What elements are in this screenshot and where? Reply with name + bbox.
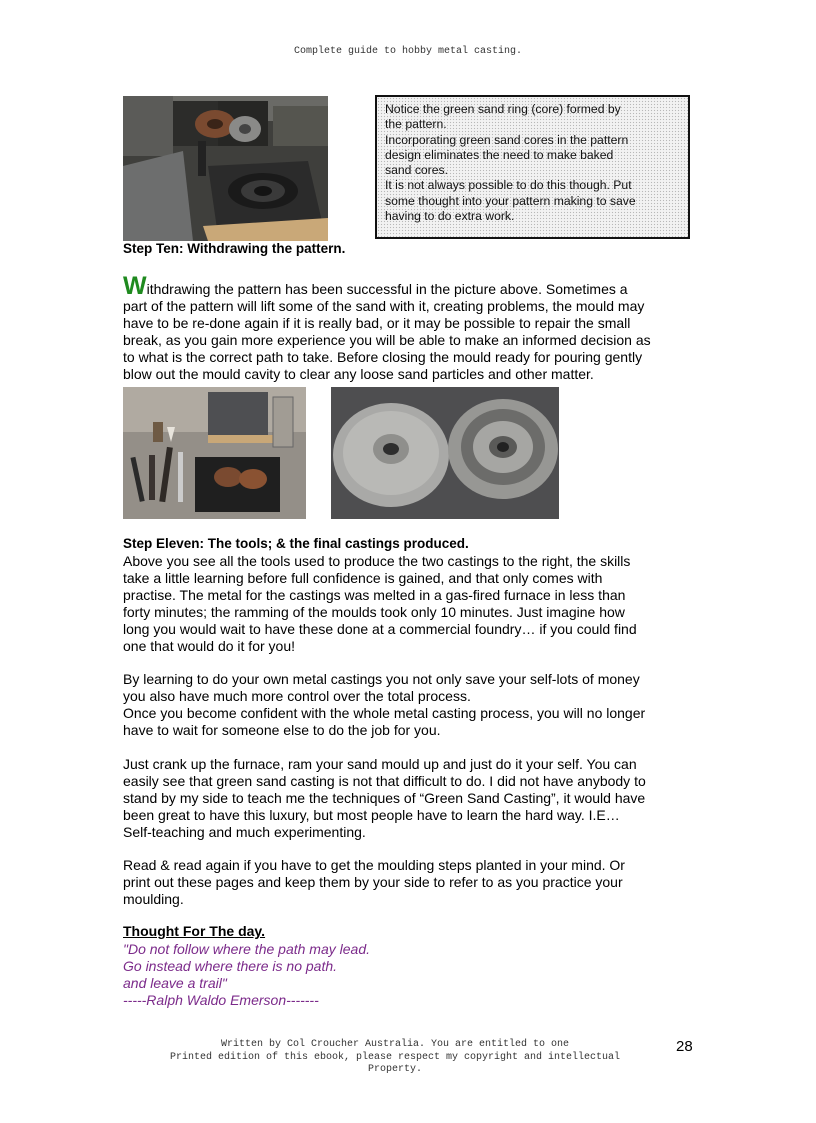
note-line: having to do extra work. (385, 209, 515, 224)
paragraph-line: have to be re-done again if it is really bad, or it may be possible to repair the small (123, 315, 631, 331)
note-line: design eliminates the need to make baked (385, 147, 614, 162)
paragraph-line: one that would do it for you! (123, 638, 295, 654)
footer-line: Printed edition of this ebook, please respect my copyright and intellectual (169, 1051, 621, 1063)
paragraph-line: been great to have this luxury, but most people have to learn the hard way. I.E… (123, 807, 620, 823)
paragraph-line: Just crank up the furnace, ram your sand mould up and just do it your self. You can (123, 756, 637, 772)
paragraph-line: to what is the correct path to take. Before closing the mould ready for pouring gently (123, 349, 643, 365)
note-line: It is not always possible to do this though. Put (385, 178, 632, 193)
footer-line: Property. (367, 1064, 422, 1075)
paragraph-line: Above you see all the tools used to produce the two castings to the right, the skills (123, 553, 631, 569)
paragraph-line: print out these pages and keep them by your side to refer to as you practice your (123, 874, 623, 890)
withdrawn-pattern-photo (123, 96, 328, 241)
paragraph-line: long you would wait to have these done at a commercial foundry… if you could find (123, 621, 637, 637)
note-line: Incorporating green sand cores in the pattern (385, 132, 629, 147)
quote-line: Go instead where there is no path. (123, 958, 338, 974)
quote-line: and leave a trail" (123, 975, 227, 991)
quote-line: -----Ralph Waldo Emerson------- (123, 992, 319, 1008)
paragraph-line: moulding. (123, 891, 184, 907)
paragraph-line: Once you become confident with the whole metal casting process, you will no longer (123, 705, 646, 721)
core-note-box (375, 95, 690, 239)
paragraph-line: have to wait for someone else to do the job for you. (123, 722, 441, 738)
thought-for-the-day-heading: Thought For The day. (123, 923, 266, 939)
paragraph-line: Self-teaching and much experimenting. (123, 824, 366, 840)
paragraph-line: practise. The metal for the castings was melted in a gas-fired furnace in less than (123, 587, 626, 603)
note-line: sand cores. (385, 163, 449, 178)
page-number: 28 (676, 1038, 693, 1055)
step-ten-heading: Step Ten: Withdrawing the pattern. (123, 241, 346, 256)
paragraph-line: take a little learning before full confidence is gained, and that only comes with (123, 570, 603, 586)
emerson-quote (123, 941, 370, 1009)
tools-photo (123, 387, 306, 519)
quote-line: "Do not follow where the path may lead. (123, 941, 370, 957)
paragraph-line: stand by my side to teach me the techniques of “Green Sand Casting”, it would have (123, 790, 646, 806)
paragraph-line: forty minutes; the ramming of the moulds took only 10 minutes. Just imagine how (123, 604, 625, 620)
step-ten-paragraph (123, 272, 703, 383)
castings-photo (331, 387, 559, 519)
control-paragraph (123, 671, 703, 739)
paragraph-line: break, as you gain more experience you will be able to make an informed decision as (123, 332, 651, 348)
crank-paragraph (123, 756, 703, 841)
paragraph-line: easily see that green sand casting is not that difficult to do. I did not have anybody to (123, 773, 646, 789)
note-line: some thought into your pattern making to save (385, 193, 636, 208)
paragraph-line: you also have much more control over the total process. (123, 688, 471, 704)
step-eleven-heading: Step Eleven: The tools; & the final castings produced. (123, 536, 469, 551)
page-footer (120, 1039, 670, 1077)
paragraph-line: By learning to do your own metal castings you not only save your self-lots of money (123, 671, 640, 687)
footer-line: Written by Col Croucher Australia. You are entitled to one (220, 1039, 570, 1050)
note-line: the pattern. (385, 117, 447, 132)
paragraph-line: Read & read again if you have to get the moulding steps planted in your mind. Or (123, 857, 625, 873)
paragraph-line: ithdrawing the pattern has been successful in the picture above. Sometimes a (146, 281, 628, 297)
read-again-paragraph (123, 857, 703, 908)
paragraph-line: blow out the mould cavity to clear any loose sand particles and other matter. (123, 366, 594, 382)
step-eleven-paragraph (123, 553, 703, 655)
note-line: Notice the green sand ring (core) formed by (385, 102, 621, 116)
paragraph-line: part of the pattern will lift some of the sand with it, creating problems, the mould may (123, 298, 645, 314)
page-header: Complete guide to hobby metal casting. (293, 46, 523, 57)
drop-cap: W (123, 272, 147, 300)
